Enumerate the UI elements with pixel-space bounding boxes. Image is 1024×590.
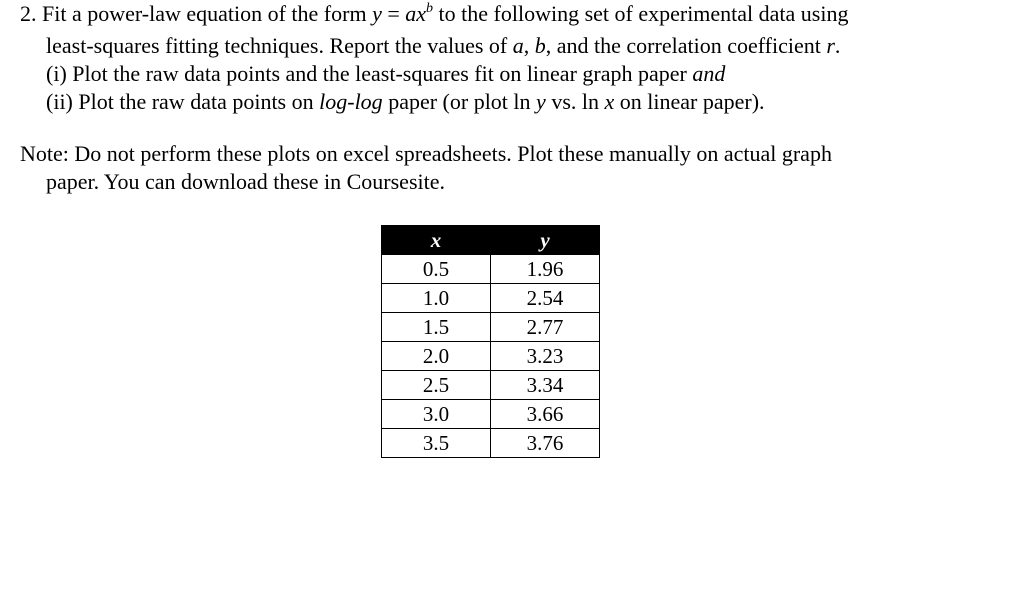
note-line-1: Note: Do not perform these plots on excel spreadsheets. Plot these manually on actual graph — [20, 141, 832, 166]
note — [20, 140, 1010, 196]
table-row — [382, 371, 600, 400]
problem-line-2: least-squares fitting techniques. Report the values of a, b, and the correlation coefficient r. — [46, 33, 841, 58]
cell-x: 3.5 — [382, 429, 491, 458]
table-row — [382, 284, 600, 313]
header-y: y — [491, 226, 600, 255]
equation-exponent-b: b — [426, 1, 434, 16]
cell-y: 2.54 — [491, 284, 600, 313]
cell-y: 3.23 — [491, 342, 600, 371]
cell-y: 1.96 — [491, 255, 600, 284]
header-x: x — [382, 226, 491, 255]
equation-ax: ax — [405, 1, 427, 26]
table-row — [382, 255, 600, 284]
cell-x: 2.0 — [382, 342, 491, 371]
cell-x: 3.0 — [382, 400, 491, 429]
cell-x: 2.5 — [382, 371, 491, 400]
cell-y: 3.76 — [491, 429, 600, 458]
data-table — [381, 225, 600, 458]
problem-line-4: (ii) Plot the raw data points on log-log paper (or plot ln y vs. ln x on linear paper). — [46, 89, 765, 114]
cell-y: 2.77 — [491, 313, 600, 342]
table-row — [382, 429, 600, 458]
problem-statement — [20, 0, 1010, 116]
cell-x: 1.5 — [382, 313, 491, 342]
problem-line-3: (i) Plot the raw data points and the least-squares fit on linear graph paper and — [46, 61, 726, 86]
cell-x: 1.0 — [382, 284, 491, 313]
problem-line-1: 2. Fit a power-law equation of the form $y = ax^b$ to the following set of experimental data using — [20, 1, 849, 26]
cell-y: 3.34 — [491, 371, 600, 400]
table-row — [382, 313, 600, 342]
table-header-row — [382, 226, 600, 255]
cell-y: 3.66 — [491, 400, 600, 429]
cell-x: 0.5 — [382, 255, 491, 284]
table-row — [382, 400, 600, 429]
equation-y: y — [372, 1, 382, 26]
table-row — [382, 342, 600, 371]
note-line-2: paper. You can download these in Coursesite. — [46, 169, 445, 194]
